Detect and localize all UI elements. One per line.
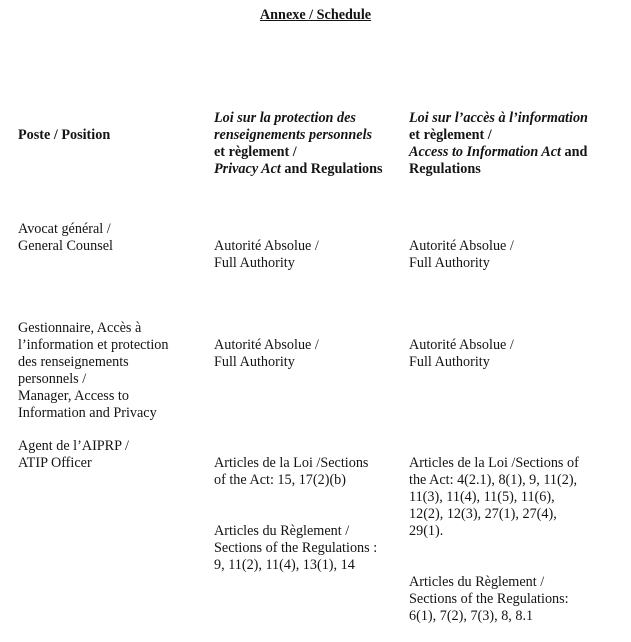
row-1-privacy <box>214 221 404 289</box>
row-2-access <box>409 320 624 388</box>
header-position-label: Poste / Position <box>18 127 111 143</box>
row-1-access <box>409 221 624 289</box>
header-access-act-name: Access to Information Act <box>409 144 561 160</box>
row-3-privacy-act-sections: Articles de la Loi /Sections of the Act: 15, 17(2)(b) <box>214 455 369 488</box>
header-privacy <box>214 110 404 178</box>
row-2-access-text: Autorité Absolue / Full Authority <box>409 337 514 370</box>
header-access-line3-rest: and <box>561 144 588 160</box>
row-3-access-act-sections: Articles de la Loi /Sections of the Act: 4(2.1), 8(1), 9, 11(2), 11(3), 11(4), 11(5), 11(6), 12(2), 12(3), 27(1), 27(4), 29(1). <box>409 455 579 539</box>
row-3-position: Agent de l’AIPRP / ATIP Officer <box>18 438 129 471</box>
row-3-privacy-regulation-sections: Articles du Règlement / Sections of the Regulations : 9, 11(2), 11(4), 13(1), 14 <box>214 523 378 573</box>
header-access <box>409 110 624 178</box>
header-access-line4: Regulations <box>409 161 481 177</box>
header-privacy-act-name: Privacy Act <box>214 161 281 177</box>
row-3-access-regulation-sections: Articles du Règlement / Sections of the Regulations: 6(1), 7(2), 7(3), 8, 8.1 <box>409 574 569 624</box>
header-privacy-line4-rest: and Regulations <box>280 161 383 177</box>
row-2-privacy-text: Autorité Absolue / Full Authority <box>214 337 319 370</box>
row-2-privacy <box>214 320 404 388</box>
page-title: Annexe / Schedule <box>259 7 372 23</box>
row-2-position: Gestionnaire, Accès à l’information et protection des renseignements personnels / Manager, Access to Information and Privacy <box>18 320 169 421</box>
row-1-privacy-text: Autorité Absolue / Full Authority <box>214 238 319 271</box>
row-1-position: Avocat général / General Counsel <box>18 221 113 254</box>
header-access-line1: Loi sur l’accès à l’information <box>409 110 588 126</box>
header-access-line2: et règlement / <box>409 127 492 143</box>
header-privacy-line4 <box>214 161 404 178</box>
row-3-access <box>409 438 624 642</box>
header-privacy-line1: Loi sur la protection des <box>214 110 356 126</box>
header-access-line3 <box>409 144 624 161</box>
header-privacy-line3: et règlement / <box>214 144 297 160</box>
header-privacy-line2: renseignements personnels <box>214 127 373 143</box>
row-1-access-text: Autorité Absolue / Full Authority <box>409 238 514 271</box>
row-3-privacy <box>214 438 404 591</box>
header-position <box>18 110 203 161</box>
